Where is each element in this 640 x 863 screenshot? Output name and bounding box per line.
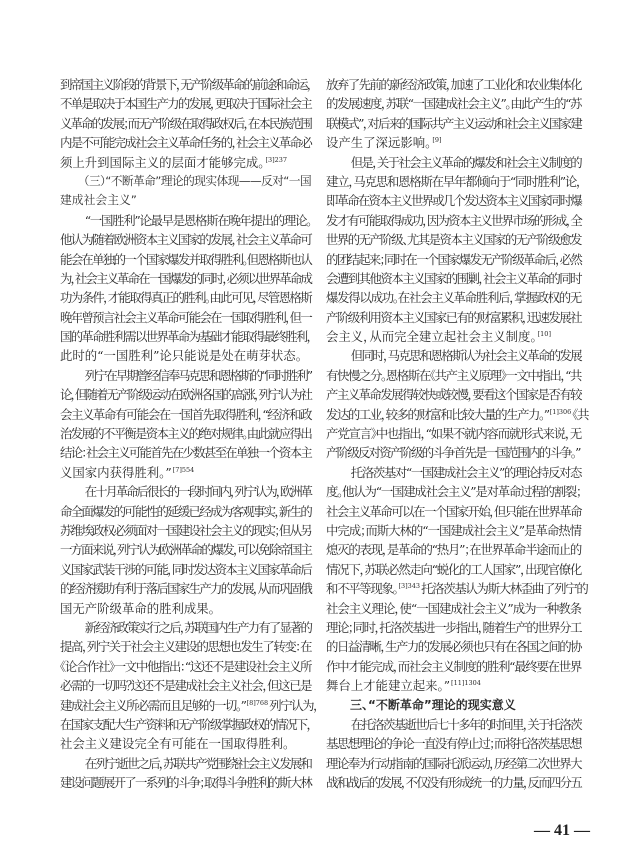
- text-line: “一国胜利”论最早是恩格斯在晚年提出的理论。: [84, 212, 311, 228]
- text-line: 三、“不断革命”理论的现实意义: [350, 697, 516, 712]
- paragraph: [326, 463, 588, 696]
- text-line: 有快慢之分。恩格斯在《共产主义原理》一文中指出，“共: [326, 367, 581, 383]
- text-line: 理论；同时，托洛茨基进一步指出，随着生产的世界分工: [326, 619, 581, 635]
- paragraph: [60, 75, 311, 172]
- text-line: 列宁在早期曾经信奉马克思和恩格斯的“同时胜利”: [84, 367, 311, 383]
- text-segment: 义国家内获得胜利。”: [60, 464, 172, 480]
- text-line: 产主义革命发展得较快或较慢，要看这个国家是否有较: [326, 387, 581, 403]
- text-line: 功为条件，才能取得真正的胜利。由此可见，尽管恩格斯: [60, 290, 311, 306]
- text-segment: 会主义，从而完全建立起社会主义制度。: [326, 329, 537, 345]
- text-line: [326, 579, 588, 598]
- text-line: 产党宣言》中也指出，“如果不就内容而就形式来说，无: [326, 426, 581, 442]
- text-line: 世界的无产阶级、尤其是资本主义国家的无产阶级愈发: [326, 232, 581, 248]
- text-line: 苏维埃政权必须面对一国建设社会主义的现实；但从另: [60, 522, 311, 538]
- text-line: 义革命的发展；而无产阶级在取得政权后，在本民族范围: [60, 115, 311, 131]
- paragraph: [60, 618, 318, 754]
- text-line: 到帝国主义阶段的背景下，无产阶级革命的前途和命运，: [60, 77, 311, 92]
- citation-reference: [3]237: [265, 155, 288, 164]
- text-line: 但同时，马克思和恩格斯认为社会主义革命的发展: [350, 348, 581, 364]
- citation-reference: [8]768: [246, 698, 269, 707]
- text-segment: 须上升到国际主义的层面才能够完成。: [60, 154, 265, 170]
- text-line: [60, 696, 318, 715]
- text-segment: 列宁认为，: [269, 697, 318, 713]
- text-line: [326, 327, 581, 346]
- section-heading: [326, 696, 581, 715]
- paragraph: [326, 715, 581, 793]
- citation-reference: [9]: [432, 136, 442, 145]
- text-line: 能会在单独的一个国家爆发并取得胜利。但恩格斯也认: [60, 251, 311, 267]
- text-line: 在托洛茨基逝世后七十多年的时间里，关于托洛茨: [350, 716, 581, 732]
- text-line: 在国家支配大生产资料和无产阶级掌握政权的情况下，: [60, 716, 311, 732]
- text-line: 义国家武装干涉的可能，同时发达资本主义国家革命后: [60, 561, 311, 577]
- paragraph: [326, 153, 581, 347]
- text-segment: 托洛茨基认为斯大林歪曲了列宁的: [421, 581, 588, 597]
- text-line: [326, 676, 581, 695]
- text-line: 基思想理论的争论一直没有停止过；而将托洛茨基思想: [326, 736, 581, 752]
- citation-reference: [7]554: [172, 465, 195, 474]
- text-line: 放弃了先前的新经济政策，加速了工业化和农业集体化: [326, 77, 581, 92]
- text-segment: 和不平等现象。: [326, 581, 398, 597]
- paragraph: [60, 211, 311, 366]
- text-segment: 建成社会主义所必需而且足够的一切。”: [60, 697, 246, 713]
- text-line: 托洛茨基对“一国建成社会主义”的理论持反对态: [350, 464, 581, 480]
- text-line: 产阶级反对资产阶级的斗争首先是一国范围内的斗争。”: [326, 445, 580, 461]
- text-line: 为，社会主义革命在一国爆发的同时，必须以世界革命成: [60, 270, 311, 286]
- text-line: （三）“不断革命”理论的现实体现——反对“一国: [83, 173, 311, 188]
- text-line: [326, 133, 581, 152]
- text-line: 战和战后的发展，不仅没有形成统一的力量，反而四分五: [326, 775, 581, 791]
- text-line: 必需的一切吗？这还不是建成社会主义社会，但这已是: [60, 678, 311, 694]
- text-line: 的团结起来；同时在一个国家爆发无产阶级革命后，必然: [326, 251, 581, 267]
- text-line: 的日益清晰，生产力的发展必须也只有在各国之间的协: [326, 639, 581, 655]
- text-line: 建成社会主义”: [60, 193, 137, 208]
- text-line: 理论奉为行动指南的国际托派运动，历经第二次世界大: [326, 755, 581, 771]
- text-line: 度。他认为“一国建成社会主义”是对革命过程的割裂；: [326, 484, 581, 500]
- left-column: [60, 75, 318, 792]
- paragraph: [326, 346, 589, 462]
- text-line: 结论：社会主义可能首先在少数甚至在单独一个资本主: [60, 445, 311, 461]
- text-segment: 《共: [572, 406, 589, 422]
- text-line: 《论合作社》一文中他指出：“这还不是建设社会主义所: [60, 658, 311, 674]
- text-line: 熄灭的表现，是革命的“热月”；在世界革命半途而止的: [326, 542, 581, 558]
- text-line: 内是不可能完成社会主义革命任务的，社会主义革命必: [60, 135, 311, 151]
- text-line: 提高，列宁关于社会主义建设的思想也发生了转变：在: [60, 639, 311, 655]
- text-segment: 舞台上才能建立起来。”: [326, 678, 451, 694]
- citation-reference: [3]343: [398, 582, 421, 591]
- page-number: — 41 —: [534, 822, 590, 839]
- text-line: 国的革命胜利需以世界革命为基础才能取得最终胜利，: [60, 329, 311, 345]
- paragraph: [326, 75, 581, 153]
- paragraph: [60, 366, 311, 482]
- text-line: [60, 463, 311, 482]
- text-line: 在十月革命后很长的一段时间内，列宁认为，欧洲革: [84, 484, 311, 500]
- text-line: 情况下，苏联必然走向“蜕化的工人国家”，出现官僚化: [326, 561, 581, 577]
- text-line: 一方面来说，列宁认为欧洲革命的爆发，可以免除帝国主: [60, 542, 311, 558]
- text-line: 国无产阶级革命的胜利成果。: [60, 600, 215, 616]
- text-line: 他认为随着欧洲资本主义国家的发展，社会主义革命可: [60, 232, 311, 248]
- text-line: [326, 405, 589, 424]
- text-line: 社会主义革命可以在一个国家开始，但只能在世界革命: [326, 503, 581, 519]
- citation-reference: [1]306: [549, 407, 572, 416]
- text-line: 晚年曾预言社会主义革命可能会在一国取得胜利，但一: [60, 309, 311, 325]
- text-line: [60, 153, 311, 172]
- right-column: [326, 75, 589, 792]
- text-line: 在列宁逝世之后，苏联共产党围绕社会主义发展和: [84, 755, 311, 771]
- text-line: 命全面爆发的可能性的延缓已经成为客观事实，新生的: [60, 503, 311, 519]
- citation-reference: [11]1304: [451, 679, 481, 688]
- citation-reference: [10]: [537, 330, 551, 339]
- subsection-heading: [60, 172, 311, 211]
- text-line: 社会主义理论，使“一国建成社会主义”成为一种教条: [326, 600, 581, 616]
- paragraph: [60, 754, 311, 793]
- text-line: 论，但随着无产阶级运动在欧洲各国的高涨，列宁认为社: [60, 387, 311, 403]
- text-line: 爆发得以成功。在社会主义革命胜利后，掌握政权的无: [326, 290, 581, 306]
- text-line: 此时的“一国胜利”论只能说是处在萌芽状态。: [60, 348, 302, 364]
- text-line: 建设问题展开了一系列的斗争；取得斗争胜利的斯大林: [60, 775, 311, 791]
- text-line: 联模式”，对后来的国际共产主义运动和社会主义国家建: [326, 115, 581, 131]
- text-line: 发才有可能取得成功，因为资本主义世界市场的形成，全: [326, 212, 581, 228]
- text-line: 产阶级利用资本主义国家已有的财富累积，迅速发展社: [326, 309, 581, 325]
- text-line: 建立，马克思和恩格斯在早年都倾向于“同时胜利”论，: [326, 173, 581, 189]
- text-line: 的发展速度，苏联“一国建成社会主义”。由此产生的“苏: [326, 96, 581, 112]
- text-line: 作中才能完成，而社会主义制度的胜利“最终要在世界: [326, 658, 581, 674]
- text-line: 的经济援助有利于落后国家生产力的发展，从而巩固俄: [60, 581, 311, 597]
- text-line: 社会主义建设完全有可能在一国取得胜利。: [60, 736, 290, 752]
- text-line: 即革命在资本主义世界或几个发达资本主义国家同时爆: [326, 193, 581, 209]
- text-line: 但是，关于社会主义革命的爆发和社会主义制度的: [350, 154, 581, 170]
- text-line: 会主义革命有可能会在一国首先取得胜利，“经济和政: [60, 406, 311, 422]
- text-segment: 发达的工业，较多的财富和比较大量的生产力。”: [326, 406, 549, 422]
- text-line: 不单是取决于本国生产力的发展，更取决于国际社会主: [60, 96, 311, 112]
- text-line: 中完成；而斯大林的“一国建成社会主义”是革命热情: [326, 522, 581, 538]
- paragraph: [60, 482, 311, 618]
- text-line: 新经济政策实行之后，苏联国内生产力有了显著的: [84, 619, 311, 635]
- text-line: 治发展的不平衡是资本主义的绝对规律。由此就应得出: [60, 426, 311, 442]
- text-line: 会遭到其他资本主义国家的围剿，社会主义革命的同时: [326, 270, 581, 286]
- text-segment: 设产生了深远影响。: [326, 135, 432, 151]
